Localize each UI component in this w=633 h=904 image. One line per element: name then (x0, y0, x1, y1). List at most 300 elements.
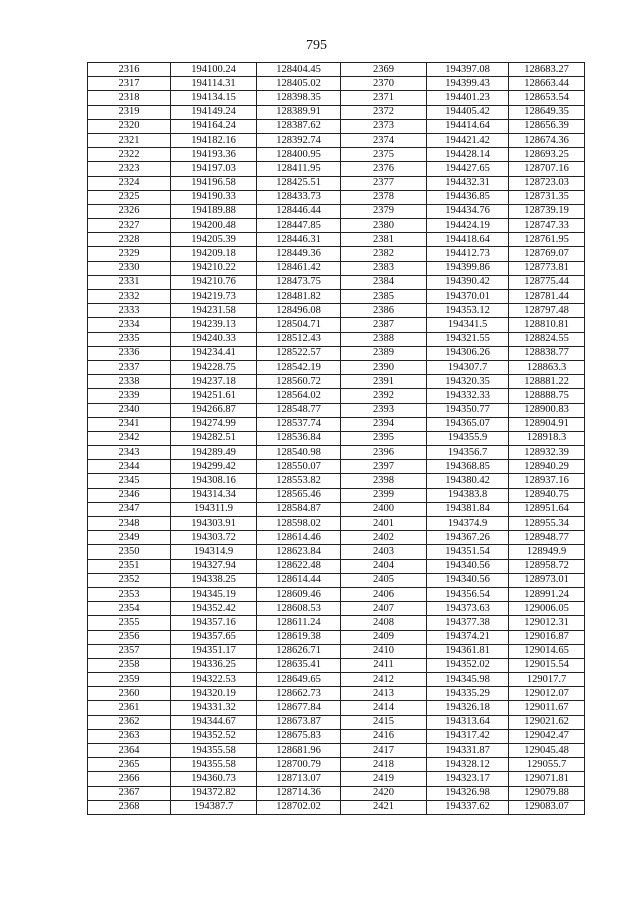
y-coordinate-right: 128888.75 (509, 389, 585, 403)
point-id-right: 2391 (341, 375, 427, 389)
y-coordinate-right: 128656.39 (509, 119, 585, 133)
table-row (88, 148, 585, 162)
point-id-right: 2385 (341, 290, 427, 304)
point-id-right: 2393 (341, 403, 427, 417)
y-coordinate-right: 128773.81 (509, 261, 585, 275)
point-id-left: 2319 (88, 105, 171, 119)
y-coordinate-left: 128662.73 (257, 687, 341, 701)
x-coordinate-right: 194368.85 (427, 460, 509, 474)
x-coordinate-right: 194353.12 (427, 304, 509, 318)
x-coordinate-right: 194326.18 (427, 701, 509, 715)
point-id-left: 2332 (88, 290, 171, 304)
x-coordinate-right: 194356.7 (427, 446, 509, 460)
point-id-right: 2413 (341, 687, 427, 701)
point-id-left: 2343 (88, 446, 171, 460)
y-coordinate-left: 128400.95 (257, 148, 341, 162)
point-id-right: 2376 (341, 162, 427, 176)
point-id-left: 2367 (88, 786, 171, 800)
x-coordinate-right: 194397.08 (427, 63, 509, 77)
point-id-right: 2420 (341, 786, 427, 800)
point-id-left: 2316 (88, 63, 171, 77)
y-coordinate-right: 129045.48 (509, 744, 585, 758)
x-coordinate-right: 194340.56 (427, 573, 509, 587)
y-coordinate-right: 128951.64 (509, 502, 585, 516)
x-coordinate-left: 194231.58 (171, 304, 257, 318)
point-id-left: 2320 (88, 119, 171, 133)
x-coordinate-right: 194421.42 (427, 133, 509, 147)
table-row (88, 786, 585, 800)
table-row (88, 360, 585, 374)
point-id-right: 2383 (341, 261, 427, 275)
y-coordinate-left: 128433.73 (257, 190, 341, 204)
table-row (88, 417, 585, 431)
point-id-left: 2363 (88, 729, 171, 743)
x-coordinate-left: 194327.94 (171, 559, 257, 573)
table-row (88, 729, 585, 743)
x-coordinate-left: 194355.58 (171, 758, 257, 772)
table-row (88, 602, 585, 616)
table-row (88, 587, 585, 601)
y-coordinate-right: 128904.91 (509, 417, 585, 431)
x-coordinate-left: 194352.42 (171, 602, 257, 616)
x-coordinate-right: 194332.33 (427, 389, 509, 403)
x-coordinate-right: 194345.98 (427, 673, 509, 687)
y-coordinate-left: 128553.82 (257, 474, 341, 488)
table-row (88, 545, 585, 559)
x-coordinate-left: 194266.87 (171, 403, 257, 417)
y-coordinate-left: 128461.42 (257, 261, 341, 275)
table-row (88, 573, 585, 587)
y-coordinate-left: 128540.98 (257, 446, 341, 460)
y-coordinate-left: 128389.91 (257, 105, 341, 119)
table-row (88, 630, 585, 644)
table-row (88, 446, 585, 460)
x-coordinate-left: 194344.67 (171, 715, 257, 729)
y-coordinate-right: 128958.72 (509, 559, 585, 573)
x-coordinate-right: 194418.64 (427, 233, 509, 247)
table-row (88, 77, 585, 91)
y-coordinate-right: 128863.3 (509, 360, 585, 374)
y-coordinate-right: 128824.55 (509, 332, 585, 346)
x-coordinate-left: 194314.9 (171, 545, 257, 559)
point-id-right: 2417 (341, 744, 427, 758)
point-id-left: 2337 (88, 360, 171, 374)
x-coordinate-left: 194352.52 (171, 729, 257, 743)
point-id-left: 2352 (88, 573, 171, 587)
y-coordinate-left: 128398.35 (257, 91, 341, 105)
point-id-right: 2396 (341, 446, 427, 460)
y-coordinate-left: 128609.46 (257, 587, 341, 601)
table-row (88, 673, 585, 687)
x-coordinate-right: 194306.26 (427, 346, 509, 360)
x-coordinate-right: 194355.9 (427, 431, 509, 445)
point-id-right: 2377 (341, 176, 427, 190)
x-coordinate-left: 194320.19 (171, 687, 257, 701)
x-coordinate-left: 194114.31 (171, 77, 257, 91)
x-coordinate-right: 194377.38 (427, 616, 509, 630)
x-coordinate-right: 194374.21 (427, 630, 509, 644)
point-id-right: 2401 (341, 517, 427, 531)
y-coordinate-left: 128473.75 (257, 275, 341, 289)
x-coordinate-left: 194149.24 (171, 105, 257, 119)
x-coordinate-left: 194134.15 (171, 91, 257, 105)
page-number: 795 (306, 38, 327, 53)
x-coordinate-left: 194387.7 (171, 800, 257, 814)
y-coordinate-right: 128693.25 (509, 148, 585, 162)
x-coordinate-right: 194331.87 (427, 744, 509, 758)
y-coordinate-right: 129083.07 (509, 800, 585, 814)
y-coordinate-right: 128723.03 (509, 176, 585, 190)
y-coordinate-left: 128496.08 (257, 304, 341, 318)
y-coordinate-right: 129006.05 (509, 602, 585, 616)
point-id-left: 2357 (88, 644, 171, 658)
point-id-left: 2348 (88, 517, 171, 531)
x-coordinate-left: 194197.03 (171, 162, 257, 176)
y-coordinate-left: 128614.44 (257, 573, 341, 587)
y-coordinate-left: 128681.96 (257, 744, 341, 758)
x-coordinate-right: 194350.77 (427, 403, 509, 417)
x-coordinate-right: 194367.26 (427, 531, 509, 545)
table-row (88, 290, 585, 304)
point-id-right: 2369 (341, 63, 427, 77)
y-coordinate-left: 128626.71 (257, 644, 341, 658)
x-coordinate-right: 194317.42 (427, 729, 509, 743)
table-row (88, 133, 585, 147)
table-row (88, 261, 585, 275)
table-row (88, 304, 585, 318)
x-coordinate-left: 194237.18 (171, 375, 257, 389)
point-id-left: 2335 (88, 332, 171, 346)
x-coordinate-left: 194338.25 (171, 573, 257, 587)
point-id-left: 2361 (88, 701, 171, 715)
point-id-left: 2344 (88, 460, 171, 474)
point-id-right: 2398 (341, 474, 427, 488)
x-coordinate-left: 194210.76 (171, 275, 257, 289)
y-coordinate-right: 128781.44 (509, 290, 585, 304)
point-id-right: 2379 (341, 204, 427, 218)
x-coordinate-left: 194189.88 (171, 204, 257, 218)
x-coordinate-right: 194432.31 (427, 176, 509, 190)
x-coordinate-left: 194308.16 (171, 474, 257, 488)
point-id-left: 2326 (88, 204, 171, 218)
y-coordinate-right: 128973.01 (509, 573, 585, 587)
point-id-right: 2414 (341, 701, 427, 715)
y-coordinate-left: 128611.24 (257, 616, 341, 630)
table-row (88, 375, 585, 389)
table-row (88, 431, 585, 445)
x-coordinate-right: 194412.73 (427, 247, 509, 261)
x-coordinate-right: 194373.63 (427, 602, 509, 616)
x-coordinate-left: 194357.16 (171, 616, 257, 630)
y-coordinate-right: 128707.16 (509, 162, 585, 176)
point-id-right: 2407 (341, 602, 427, 616)
point-id-right: 2392 (341, 389, 427, 403)
table-row (88, 332, 585, 346)
point-id-left: 2327 (88, 219, 171, 233)
point-id-left: 2340 (88, 403, 171, 417)
x-coordinate-left: 194182.16 (171, 133, 257, 147)
x-coordinate-left: 194239.13 (171, 318, 257, 332)
x-coordinate-left: 194190.33 (171, 190, 257, 204)
point-id-right: 2386 (341, 304, 427, 318)
point-id-right: 2387 (341, 318, 427, 332)
x-coordinate-right: 194365.07 (427, 417, 509, 431)
y-coordinate-right: 128881.22 (509, 375, 585, 389)
table-row (88, 91, 585, 105)
y-coordinate-left: 128504.71 (257, 318, 341, 332)
y-coordinate-left: 128548.77 (257, 403, 341, 417)
x-coordinate-right: 194370.01 (427, 290, 509, 304)
y-coordinate-left: 128536.84 (257, 431, 341, 445)
x-coordinate-left: 194234.41 (171, 346, 257, 360)
point-id-left: 2338 (88, 375, 171, 389)
y-coordinate-right: 128918.3 (509, 431, 585, 445)
coordinates-table (87, 62, 585, 815)
x-coordinate-right: 194414.64 (427, 119, 509, 133)
point-id-right: 2382 (341, 247, 427, 261)
point-id-left: 2350 (88, 545, 171, 559)
point-id-right: 2388 (341, 332, 427, 346)
point-id-right: 2408 (341, 616, 427, 630)
point-id-left: 2333 (88, 304, 171, 318)
y-coordinate-right: 128937.16 (509, 474, 585, 488)
y-coordinate-left: 128522.57 (257, 346, 341, 360)
y-coordinate-right: 128769.07 (509, 247, 585, 261)
y-coordinate-right: 129071.81 (509, 772, 585, 786)
y-coordinate-right: 129055.7 (509, 758, 585, 772)
x-coordinate-right: 194326.98 (427, 786, 509, 800)
x-coordinate-left: 194200.48 (171, 219, 257, 233)
table-row (88, 517, 585, 531)
y-coordinate-left: 128564.02 (257, 389, 341, 403)
point-id-right: 2412 (341, 673, 427, 687)
y-coordinate-right: 129017.7 (509, 673, 585, 687)
y-coordinate-left: 128446.44 (257, 204, 341, 218)
x-coordinate-right: 194383.8 (427, 488, 509, 502)
table-row (88, 616, 585, 630)
x-coordinate-right: 194428.14 (427, 148, 509, 162)
table-row (88, 644, 585, 658)
table-row (88, 119, 585, 133)
point-id-right: 2402 (341, 531, 427, 545)
x-coordinate-left: 194322.53 (171, 673, 257, 687)
point-id-right: 2403 (341, 545, 427, 559)
point-id-left: 2368 (88, 800, 171, 814)
point-id-right: 2384 (341, 275, 427, 289)
table-row (88, 63, 585, 77)
point-id-right: 2389 (341, 346, 427, 360)
y-coordinate-right: 129016.87 (509, 630, 585, 644)
table-row (88, 275, 585, 289)
point-id-left: 2345 (88, 474, 171, 488)
point-id-left: 2358 (88, 658, 171, 672)
x-coordinate-right: 194320.35 (427, 375, 509, 389)
y-coordinate-right: 128775.44 (509, 275, 585, 289)
table-row (88, 204, 585, 218)
point-id-right: 2418 (341, 758, 427, 772)
y-coordinate-left: 128411.95 (257, 162, 341, 176)
y-coordinate-right: 128955.34 (509, 517, 585, 531)
y-coordinate-left: 128560.72 (257, 375, 341, 389)
point-id-right: 2421 (341, 800, 427, 814)
y-coordinate-right: 128991.24 (509, 587, 585, 601)
point-id-left: 2342 (88, 431, 171, 445)
x-coordinate-right: 194399.86 (427, 261, 509, 275)
y-coordinate-left: 128481.82 (257, 290, 341, 304)
x-coordinate-left: 194303.72 (171, 531, 257, 545)
point-id-right: 2390 (341, 360, 427, 374)
x-coordinate-right: 194341.5 (427, 318, 509, 332)
x-coordinate-right: 194351.54 (427, 545, 509, 559)
point-id-left: 2356 (88, 630, 171, 644)
coordinates-table-body (88, 63, 585, 815)
table-row (88, 190, 585, 204)
point-id-left: 2334 (88, 318, 171, 332)
point-id-left: 2362 (88, 715, 171, 729)
y-coordinate-right: 128838.77 (509, 346, 585, 360)
x-coordinate-left: 194303.91 (171, 517, 257, 531)
x-coordinate-right: 194321.55 (427, 332, 509, 346)
x-coordinate-right: 194356.54 (427, 587, 509, 601)
point-id-right: 2415 (341, 715, 427, 729)
y-coordinate-right: 129015.54 (509, 658, 585, 672)
table-row (88, 233, 585, 247)
y-coordinate-right: 128674.36 (509, 133, 585, 147)
y-coordinate-right: 128940.75 (509, 488, 585, 502)
table-row (88, 389, 585, 403)
x-coordinate-left: 194360.73 (171, 772, 257, 786)
point-id-left: 2359 (88, 673, 171, 687)
x-coordinate-right: 194374.9 (427, 517, 509, 531)
x-coordinate-left: 194205.39 (171, 233, 257, 247)
point-id-left: 2341 (88, 417, 171, 431)
y-coordinate-left: 128405.02 (257, 77, 341, 91)
point-id-left: 2365 (88, 758, 171, 772)
x-coordinate-left: 194331.32 (171, 701, 257, 715)
point-id-left: 2353 (88, 587, 171, 601)
x-coordinate-left: 194196.58 (171, 176, 257, 190)
y-coordinate-right: 128810.81 (509, 318, 585, 332)
x-coordinate-right: 194427.65 (427, 162, 509, 176)
point-id-right: 2419 (341, 772, 427, 786)
x-coordinate-left: 194355.58 (171, 744, 257, 758)
point-id-right: 2375 (341, 148, 427, 162)
table-row (88, 318, 585, 332)
y-coordinate-left: 128550.07 (257, 460, 341, 474)
x-coordinate-left: 194209.18 (171, 247, 257, 261)
table-row (88, 403, 585, 417)
y-coordinate-right: 128663.44 (509, 77, 585, 91)
x-coordinate-left: 194336.25 (171, 658, 257, 672)
y-coordinate-left: 128619.38 (257, 630, 341, 644)
x-coordinate-left: 194210.22 (171, 261, 257, 275)
y-coordinate-left: 128387.62 (257, 119, 341, 133)
x-coordinate-right: 194337.62 (427, 800, 509, 814)
y-coordinate-left: 128649.65 (257, 673, 341, 687)
x-coordinate-right: 194405.42 (427, 105, 509, 119)
point-id-right: 2404 (341, 559, 427, 573)
y-coordinate-right: 128653.54 (509, 91, 585, 105)
x-coordinate-right: 194307.7 (427, 360, 509, 374)
x-coordinate-right: 194352.02 (427, 658, 509, 672)
point-id-left: 2346 (88, 488, 171, 502)
table-row (88, 800, 585, 814)
y-coordinate-left: 128446.31 (257, 233, 341, 247)
y-coordinate-left: 128512.43 (257, 332, 341, 346)
y-coordinate-right: 129014.65 (509, 644, 585, 658)
point-id-right: 2411 (341, 658, 427, 672)
point-id-left: 2328 (88, 233, 171, 247)
point-id-left: 2339 (88, 389, 171, 403)
point-id-right: 2405 (341, 573, 427, 587)
table-row (88, 658, 585, 672)
table-row (88, 176, 585, 190)
point-id-left: 2349 (88, 531, 171, 545)
table-row (88, 219, 585, 233)
y-coordinate-left: 128608.53 (257, 602, 341, 616)
y-coordinate-left: 128714.36 (257, 786, 341, 800)
y-coordinate-left: 128677.84 (257, 701, 341, 715)
x-coordinate-left: 194345.19 (171, 587, 257, 601)
table-row (88, 488, 585, 502)
point-id-left: 2321 (88, 133, 171, 147)
y-coordinate-right: 129012.07 (509, 687, 585, 701)
y-coordinate-right: 129011.67 (509, 701, 585, 715)
point-id-right: 2409 (341, 630, 427, 644)
point-id-right: 2397 (341, 460, 427, 474)
x-coordinate-right: 194424.19 (427, 219, 509, 233)
y-coordinate-right: 129079.88 (509, 786, 585, 800)
point-id-right: 2394 (341, 417, 427, 431)
x-coordinate-right: 194323.17 (427, 772, 509, 786)
point-id-left: 2329 (88, 247, 171, 261)
x-coordinate-right: 194328.12 (427, 758, 509, 772)
y-coordinate-right: 128948.77 (509, 531, 585, 545)
table-row (88, 772, 585, 786)
table-row (88, 687, 585, 701)
y-coordinate-left: 128675.83 (257, 729, 341, 743)
x-coordinate-left: 194351.17 (171, 644, 257, 658)
y-coordinate-left: 128702.02 (257, 800, 341, 814)
point-id-left: 2323 (88, 162, 171, 176)
y-coordinate-right: 128761.95 (509, 233, 585, 247)
y-coordinate-left: 128673.87 (257, 715, 341, 729)
point-id-left: 2318 (88, 91, 171, 105)
y-coordinate-left: 128542.19 (257, 360, 341, 374)
x-coordinate-left: 194164.24 (171, 119, 257, 133)
x-coordinate-left: 194357.65 (171, 630, 257, 644)
y-coordinate-right: 128683.27 (509, 63, 585, 77)
x-coordinate-left: 194240.33 (171, 332, 257, 346)
point-id-left: 2354 (88, 602, 171, 616)
x-coordinate-left: 194314.34 (171, 488, 257, 502)
point-id-left: 2366 (88, 772, 171, 786)
point-id-left: 2325 (88, 190, 171, 204)
point-id-right: 2380 (341, 219, 427, 233)
point-id-right: 2410 (341, 644, 427, 658)
table-row (88, 744, 585, 758)
x-coordinate-left: 194289.49 (171, 446, 257, 460)
y-coordinate-left: 128700.79 (257, 758, 341, 772)
y-coordinate-left: 128635.41 (257, 658, 341, 672)
y-coordinate-right: 128940.29 (509, 460, 585, 474)
table-row (88, 162, 585, 176)
point-id-right: 2378 (341, 190, 427, 204)
table-row (88, 531, 585, 545)
point-id-left: 2322 (88, 148, 171, 162)
x-coordinate-right: 194313.64 (427, 715, 509, 729)
x-coordinate-left: 194372.82 (171, 786, 257, 800)
